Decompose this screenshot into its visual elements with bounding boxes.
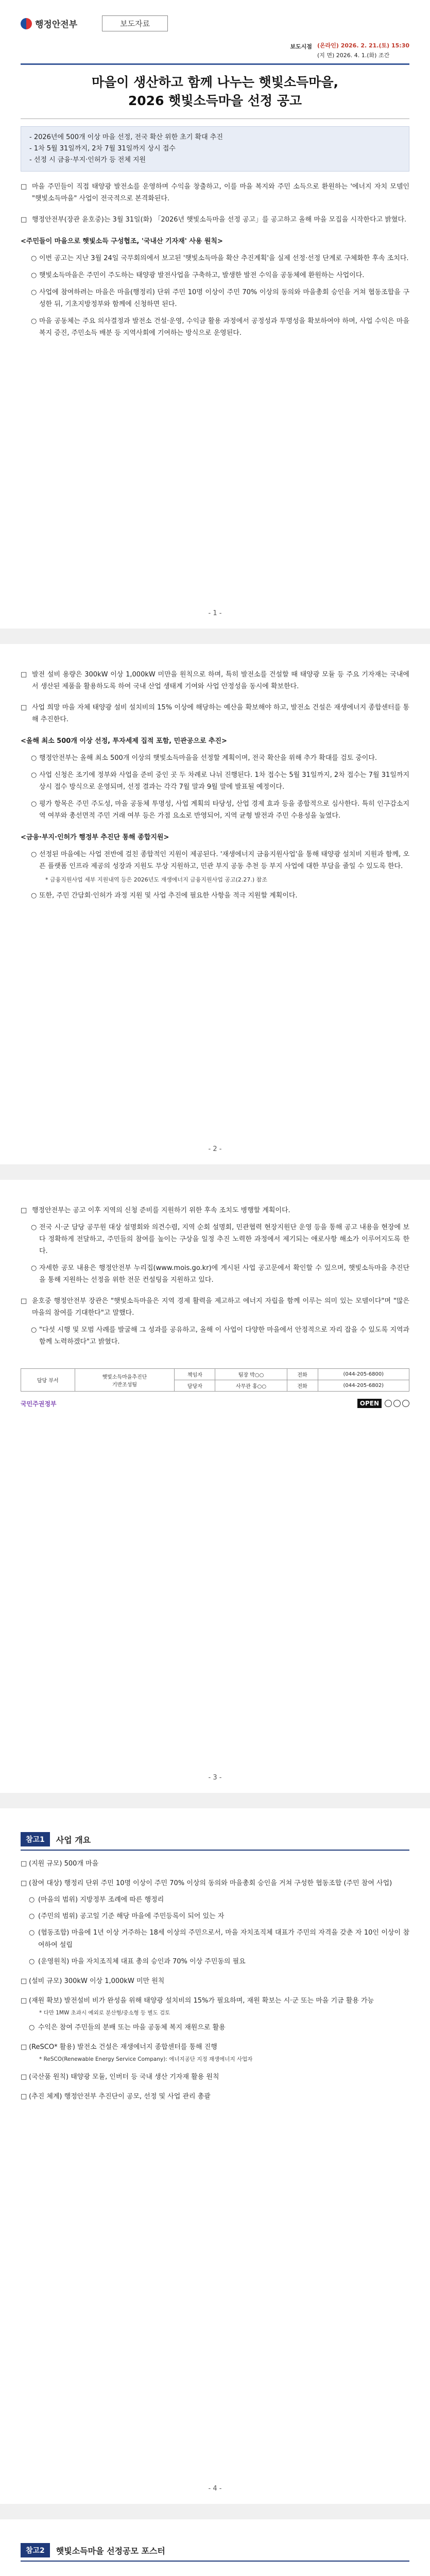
release-online: (온라인) 2026. 2. 21.(토) 15:30 (317, 42, 409, 49)
sub-paragraph: ○ 자세한 공모 내용은 행정안전부 누리집(www.mois.go.kr)에 게시된 사업 공고문에서 확인할 수 있으며, 햇빛소득마을 추진단을 통해 지원하는 선정을 위한 전문 컨설팅을 지원하고 있다. (31, 1264, 409, 1284)
annex-heading (21, 1832, 409, 1846)
paragraph: □ 행정안전부는 공고 이후 지역의 신청 준비를 지원하기 위한 후속 조치도 병행할 계획이다. (21, 1207, 290, 1214)
open-license-mark (357, 1399, 409, 1408)
sub-paragraph: ○ 전국 시·군 담당 공무원 대상 설명회와 의견수렴, 지역 순회 설명회, 민관협력 현장지원단 운영 등을 통해 공고 내용을 현장에 보다 정확하게 전달하고, 주민들의 참여를 높이는 구상을 일정 추진 노력한 과정에서 제기되는 애로사항 해소가 이루어지도록 한다. (31, 1224, 409, 1255)
summary-box (21, 126, 409, 172)
license-icons (385, 1400, 409, 1407)
page-1 (0, 0, 430, 629)
section-heading: <올해 최소 500개 이상 선정, 투자세제 집적 포함, 민관공으로 추진> (21, 737, 227, 745)
annex-list (21, 1858, 409, 2103)
section-heading: <주민들이 마을으로 햇빛소득 구성협조, '국내산 기자재' 사용 원칙> (21, 238, 223, 245)
annex-sub-item: ○ (주민의 범위) 공고일 기준 해당 마을에 주민등록이 되어 있는 자 (29, 1912, 225, 1920)
annex-title: 사업 개요 (56, 1835, 91, 1845)
open-badge: OPEN (357, 1399, 382, 1408)
phone-label: 전화 (287, 1369, 318, 1380)
title-line-1: 마을이 생산하고 함께 나누는 햇빛소득마을, (91, 75, 338, 90)
sub-paragraph: ○ 이번 공고는 지난 3월 24일 국무회의에서 보고된 '햇빛소득마을 확산 추진계획'을 실제 선정·선정 단계로 구체화한 후속 조치다. (31, 255, 409, 262)
government-emblem-icon (21, 18, 32, 29)
page-number: - 1 - (208, 609, 222, 617)
sub-paragraph: ○ 햇빛소득마을은 주민이 주도하는 태양광 발전사업을 구축하고, 발생한 발전 수익을 공동체에 환원하는 사업이다. (31, 272, 365, 279)
officer-label: 담당자 (175, 1380, 215, 1392)
ministry-logo-text: 행정안전부 (35, 20, 78, 30)
annex-sub-item: ○ 수익은 참여 주민들의 분배 또는 마을 공동체 복지 재원으로 활용 (29, 2024, 226, 2031)
title-line-2: 2026 햇빛소득마을 선정 공고 (128, 93, 302, 108)
annex-item: □ (참여 대상) 행정리 단위 주민 10명 이상이 주민 70% 이상의 동의와 마을총회 승인을 거쳐 구성한 협동조합 (주민 참여 사업) (21, 1879, 392, 1887)
section-heading: <금융·부지·인허가 행정부 추진단 통해 종합지원> (21, 834, 169, 841)
sub-paragraph: ○ "다섯 시행 및 모범 사례를 발굴해 그 성과를 공유하고, 올해 이 사업이 다양한 마을에서 안정적으로 자리 잡을 수 있도록 지역과 함께 노력하겠다"고 밝혔다. (31, 1326, 409, 1346)
sub-paragraph: ○ 사업 신청은 조기에 정부와 사업을 준비 중인 곳 두 차례로 나뉘 진행된다. 1차 접수는 5월 31일까지, 2차 접수는 7월 31일까지 상시 접수 방식으로 운영되며, 선정 결과는 각각 7월 말과 9월 말에 발표될 예정이다. (31, 771, 409, 791)
annex-title: 햇빛소득마을 선정공모 포스터 (56, 2546, 165, 2556)
cc-icon (402, 1400, 409, 1407)
dept-name: 햇빛소득마을추진단 기반조성팀 (75, 1369, 175, 1392)
page-number: - 2 - (208, 1145, 222, 1153)
release-print: (지 면) 2026. 4. 1.(화) 조간 (317, 52, 390, 59)
sub-paragraph: ○ 또한, 주민 간담회·인허가 과정 지원 및 사업 추진에 필요한 사항을 적극 지원할 계획이다. (31, 892, 298, 900)
page-3 (0, 1180, 430, 1793)
sub-paragraph: ○ 사업에 참여하려는 마을은 마을(행정리) 단위 주민 10명 이상이 주민 70% 이상의 동의와 마을총회 승인을 거쳐 협동조합을 구성한 뒤, 기초지방정부와 함께에 신청하면 된다. (31, 289, 409, 308)
sub-paragraph: ○ 선정된 마을에는 사업 전반에 걸친 종합적인 지원이 제공된다. '재생에너지 금융지원사업'을 통해 태양광 설치비 지원과 함께, 오픈 플랫폼 인프라 제공의 성장과 지원도 무상 지원하고, 민관 부지 공동 추천 등 부지 사업에 대한 부담을 줄일 수 있도록 한다. (31, 851, 409, 870)
annex-item: □ (설비 규모) 300kW 이상 1,000kW 미만 원칙 (21, 1977, 165, 1985)
slogan-logo: 국민주권정부 (21, 1400, 57, 1408)
page-4 (0, 1808, 430, 2504)
cc-icon (385, 1400, 392, 1407)
annex-tag: 참고1 (21, 1832, 50, 1846)
summary-line-3: - 선정 시 금융·부지·인허가 등 전체 지원 (29, 156, 146, 164)
press-release-label: 보도자료 (102, 15, 168, 31)
paragraph: □ 발전 설비 용량은 300kW 이상 1,000kW 미만을 원칙으로 하며, 특히 발전소를 건설할 때 태양광 모듈 등 주요 기자재는 국내에서 생산된 제품을 활용하도록 하여 국내 산업 생태계 기여와 사업 안정성을 동시에 확보한다. (21, 671, 409, 690)
manager-label: 책임자 (175, 1369, 215, 1380)
annex-divider (21, 2561, 409, 2562)
annex-item: □ (ReSCO* 활용) 발전소 건설은 재생에너지 종합센터를 통해 진행 (21, 2043, 217, 2051)
paragraph: □ 윤호중 행정안전부 장관은 "햇빛소득마을은 지역 경제 활력을 제고하고 에너지 자립을 함께 이루는 의미 있는 모델이다"며 "많은 마을의 참여를 기대한다"고 말했다. (21, 1297, 409, 1317)
release-time-label: 보도시점 (290, 43, 312, 50)
summary-line-2: - 1차 5월 31일까지, 2차 7월 31일까지 상시 접수 (29, 145, 176, 152)
contacts-table (21, 1368, 409, 1392)
sub-paragraph: ○ 마을 공동체는 주요 의사결정과 발전소 건설·운영, 수익금 활용 과정에서 공정성과 투명성을 확보하여야 하며, 사업 수익은 마을복지 증진, 주민소득 배분 등 지역사회에 기여하는 방식으로 운영된다. (31, 317, 409, 337)
ministry-logo (21, 17, 77, 30)
manager-name: 팀장 박○○ (215, 1369, 287, 1380)
annex-heading (21, 2543, 409, 2557)
annex-item: □ (추진 체계) 행정안전부 추진단이 공모, 선정 및 사업 관리 총괄 (21, 2093, 211, 2100)
dept-label: 담당 부서 (21, 1369, 75, 1392)
annex-item: □ (재원 확보) 발전설비 비가 완성을 위해 태양광 설치비의 15%가 필요하며, 재원 확보는 시·군 또는 마을 기금 활용 가능 (21, 1997, 374, 2005)
officer-name: 사무관 홍○○ (215, 1380, 287, 1392)
phone-label: 전화 (287, 1380, 318, 1392)
paragraph: □ 사업 희망 마을 자체 태양광 설비 설치비의 15% 이상에 해당하는 예산을 확보해야 하고, 발전소 건설은 재생에너지 종합센터를 통해 추진한다. (21, 704, 409, 723)
page-2 (0, 644, 430, 1164)
paragraph: □ 행정안전부(장관 윤호중)는 3월 31일(화) 「2026년 햇빛소득마을 선정 공고」를 공고하고 올해 마을 모집을 시작한다고 밝혔다. (21, 216, 407, 224)
officer-phone: (044-205-6802) (318, 1380, 409, 1392)
page-5 (0, 2519, 430, 2576)
cc-icon (393, 1400, 401, 1407)
footnote: * 금융지원사업 세부 지원내역 등은 2026년도 재생에너지 금융지원사업 공고(2.27.) 참조 (45, 876, 267, 883)
sub-paragraph: ○ 행정안전부는 올해 최소 500개 이상의 햇빛소득마을을 선정할 계획이며, 전국 확산을 위해 추가 확대를 검토 중이다. (31, 754, 377, 762)
release-time (21, 41, 409, 60)
annex-footnote: * 다만 1MW 초과시 예외로 분산형/중소형 등 별도 검토 (39, 2010, 170, 2016)
document-header (21, 0, 409, 31)
annex-divider (21, 1850, 409, 1851)
annex-sub-item: ○ (마을의 범위) 지방정부 조례에 따른 행정리 (29, 1896, 164, 1904)
paragraph: □ 마을 주민들이 직접 태양광 발전소를 운영하며 수익을 창출하고, 이를 마을 복지와 주민 소득으로 환원하는 '에너지 자치 모델인 "햇빛소득마을" 사업이 전국적으로 본격화된다. (21, 183, 409, 202)
annex-footnote: * ReSCO(Renewable Energy Service Company): 에너지공단 지정 재생에너지 사업자 (39, 2056, 253, 2062)
page-number: - 3 - (208, 1774, 222, 1782)
manager-phone: (044-205-6800) (318, 1369, 409, 1380)
annex-sub-item: ○ (협동조합) 마을에 1년 이상 거주하는 18세 이상의 주민으로서, 마을 자치조직체 대표가 주민의 자격을 갖춘 자 10인 이상이 참여하여 설립 (29, 1929, 409, 1949)
annex-tag: 참고2 (21, 2543, 50, 2557)
sub-paragraph: ○ 평가 항목은 주민 주도성, 마을 공동체 투명성, 사업 계획의 타당성, 산업 경제 효과 등을 종합적으로 심사한다. 특히 인구감소지역 여부와 총선면적 주민 거래 여부 등은 가점 요소로 반영되어, 지역 균형 발전과 주민 수용성을 높였다. (31, 800, 409, 820)
press-title (21, 65, 409, 119)
summary-line-1: - 2026년에 500개 이상 마을 선정, 전국 확산 위한 초기 확대 추진 (29, 133, 223, 141)
annex-item: □ (지원 규모) 500개 마을 (21, 1860, 99, 1868)
annex-item: □ (국산품 원칙) 태양광 모듈, 인버터 등 국내 생산 기자재 활용 원칙 (21, 2073, 219, 2081)
page-number: - 4 - (208, 2485, 222, 2493)
footer-logos (21, 1399, 409, 1408)
annex-sub-item: ○ (운영원칙) 마을 자치조직체 대표 총의 승인과 70% 이상 주민동의 필요 (29, 1958, 246, 1965)
